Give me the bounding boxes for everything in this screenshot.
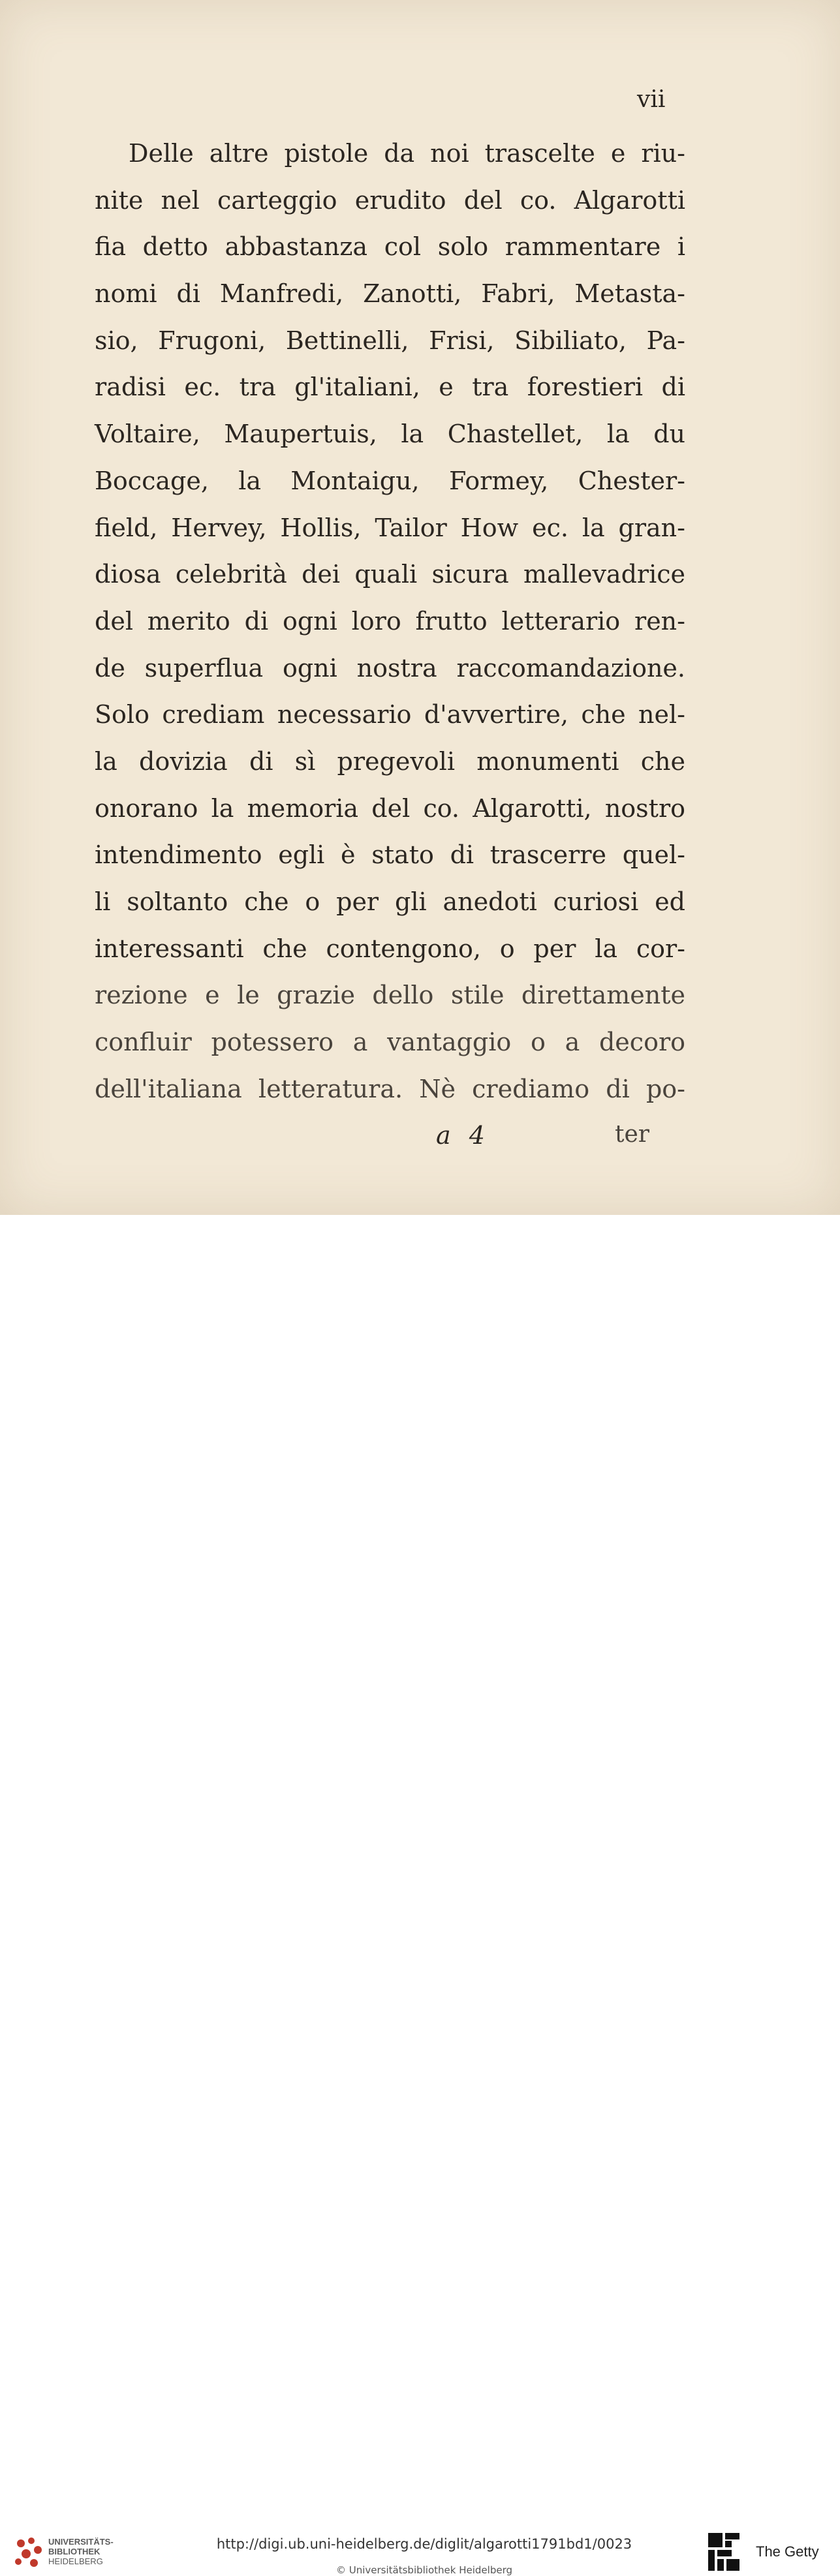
text-line: del merito di ogni loro frutto letterario ren- — [95, 606, 685, 636]
library-name-line-2: BIBLIOTHEK — [48, 2547, 101, 2556]
text-line: fia detto abbastanza col solo rammentare i — [95, 232, 685, 262]
text-line: la dovizia di sì pregevoli monumenti che — [95, 746, 685, 776]
text-line: de superflua ogni nostra raccomandazione. — [95, 653, 685, 682]
text-line: nomi di Manfredi, Zanotti, Fabri, Metasta- — [95, 279, 685, 309]
text-line: Delle altre pistole da noi trascelte e riu- — [129, 139, 685, 168]
text-line: Solo crediam necessario d'avvertire, che nel- — [95, 700, 685, 729]
text-line: confluir potessero a vantaggio o a decoro — [95, 1028, 685, 1057]
text-line: dell'italiana letteratura. Nè crediamo di po- — [95, 1074, 685, 1103]
text-line: intendimento egli è stato di trascerre quel- — [95, 840, 685, 870]
getty-logo-icon — [708, 2533, 741, 2572]
library-logo-icon — [12, 2534, 44, 2571]
text-line: nite nel carteggio erudito del co. Algarotti — [95, 185, 685, 215]
text-line: sio, Frugoni, Bettinelli, Frisi, Sibiliato, Pa- — [95, 326, 685, 355]
text-line: interessanti che contengono, o per la cor- — [95, 934, 685, 963]
book-page — [0, 0, 840, 1215]
text-line: field, Hervey, Hollis, Tailor How ec. la gran- — [95, 513, 685, 542]
text-line: diosa celebrità dei quali sicura mallevadrice — [95, 560, 685, 589]
library-name — [48, 2537, 114, 2566]
permalink-url[interactable]: http://digi.ub.uni-heidelberg.de/diglit/algarotti1791bd1/0023 — [216, 2536, 632, 2552]
text-line: onorano la memoria del co. Algarotti, nostro — [95, 793, 685, 823]
signature-mark: a 4 — [436, 1121, 490, 1150]
library-city: HEIDELBERG — [48, 2556, 103, 2566]
copyright-notice: © Universitätsbibliothek Heidelberg — [335, 2564, 512, 2576]
text-line: li soltanto che o per gli anedoti curiosi ed — [95, 887, 685, 916]
text-line: radisi ec. tra gl'italiani, e tra forestieri di — [95, 373, 685, 402]
text-line: rezione e le grazie dello stile direttamente — [95, 981, 685, 1010]
partner-name: The Getty — [756, 2543, 819, 2560]
catchword: ter — [615, 1121, 649, 1148]
library-name-line-1: UNIVERSITÄTS- — [48, 2537, 114, 2547]
text-line: Voltaire, Maupertuis, la Chastellet, la du — [95, 420, 685, 449]
viewer-footer — [0, 1215, 840, 2576]
text-line: Boccage, la Montaigu, Formey, Chester- — [95, 466, 685, 495]
page-number: vii — [637, 86, 666, 113]
text-block — [95, 130, 685, 1112]
